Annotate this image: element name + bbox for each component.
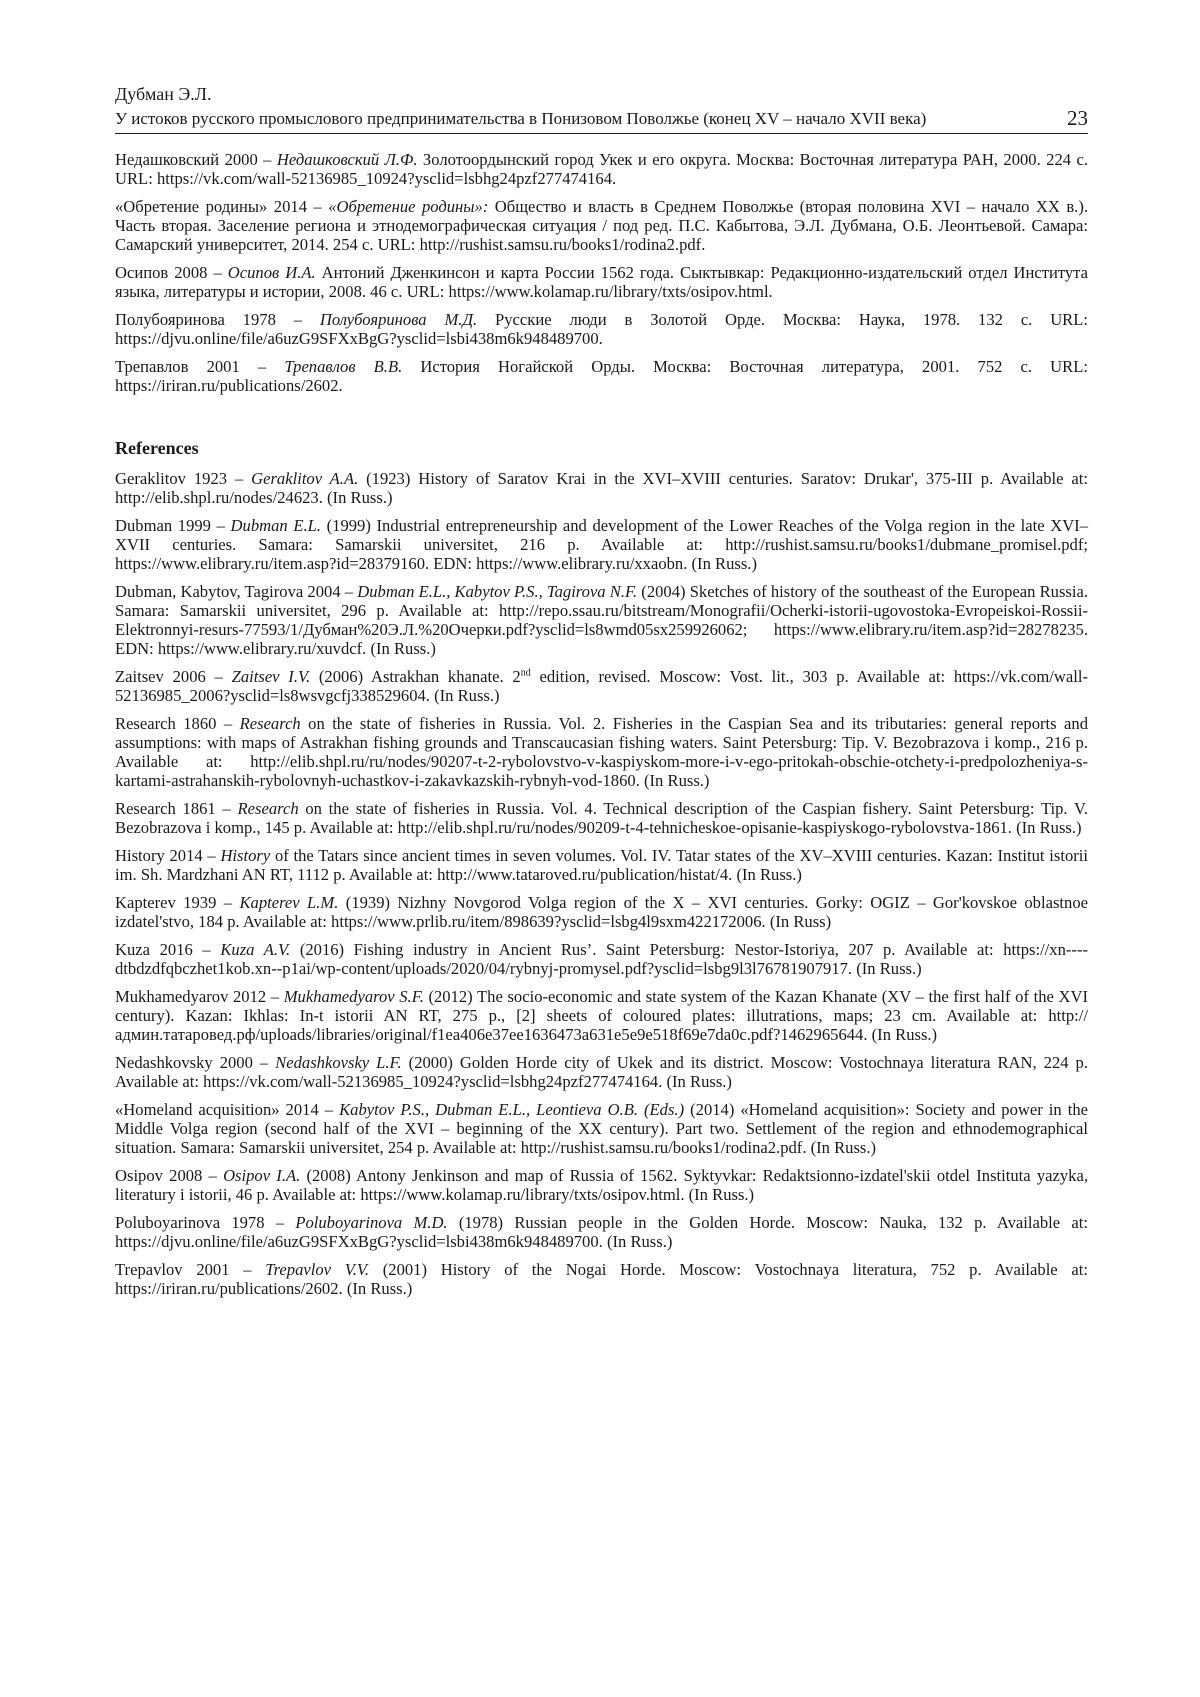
entry-author: Kabytov P.S., Dubman E.L., Leontieva O.B. (Eds.) [339, 1100, 685, 1119]
sources-list [115, 150, 1088, 395]
header-title: У истоков русского промыслового предпринимательства в Понизовом Поволжье (конец XV – начало XVII века) [115, 109, 927, 128]
entry-body: (2000) Golden Horde city of Ukek and its district. Moscow: Vostochnaya literatura RAN, 224 p. Available at: https://vk.com/wall-52136985_10924?ysclid=lsbhg24pzf277474164. (In Russ.) [115, 1053, 1088, 1091]
entry-lead: Geraklitov 1923 – [115, 469, 252, 488]
entry-body: (1978) Russian people in the Golden Horde. Moscow: Nauka, 132 p. Available at: https://djvu.online/file/a6uzG9SFXxBgG?ysclid=lsbi438m6k948489700. (In Russ.) [115, 1213, 1088, 1251]
entry-lead: Dubman, Kabytov, Tagirova 2004 – [115, 582, 358, 601]
source-entry [115, 150, 1088, 188]
entry-author: Dubman E.L., Kabytov P.S., Tagirova N.F. [357, 582, 638, 601]
reference-entry [115, 940, 1088, 978]
entry-lead: Полубояринова 1978 – [115, 310, 320, 329]
reference-entry [115, 667, 1088, 705]
reference-entry [115, 469, 1088, 507]
entry-body: (2012) The socio-economic and state system of the Kazan Khanate (XV – the first half of the XVI century). Kazan: Ikhlas: In-t istorii AN RT, 275 p., [2] sheets of coloured plates: illutrations, maps; 23 cm. Available at: http://админ.татаровед.рф/uploads/libraries/original/f1ea406e37ee1636473a631e5e9e518f69e7da0c.pdf?1462965644. (In Russ.) [115, 987, 1088, 1044]
entry-lead: Poluboyarinova 1978 – [115, 1213, 296, 1232]
reference-entry [115, 1213, 1088, 1251]
entry-author: Трепавлов В.В. [284, 357, 403, 376]
entry-body: (2008) Antony Jenkinson and map of Russia of 1562. Syktyvkar: Redaktsionno-izdatel'skii otdel Instituta yazyka, literatury i istorii, 46 p. Available at: https://www.kolamap.ru/library/txts/osipov.html. (In Russ.) [115, 1166, 1088, 1204]
entry-author: Недашковский Л.Ф. [276, 150, 418, 169]
entry-lead: Недашковский 2000 – [115, 150, 277, 169]
entry-body: of the Tatars since ancient times in seven volumes. Vol. IV. Tatar states of the XV–XVIII centuries. Kazan: Institut istorii im. Sh. Mardzhani AN RT, 1112 p. Available at: http://www.tataroved.ru/publication/histat/4. (In Russ.) [115, 846, 1088, 884]
entry-author: Research [237, 799, 299, 818]
entry-author: Osipov I.A. [223, 1166, 301, 1185]
entry-lead: Research 1860 – [115, 714, 240, 733]
entry-lead: «Обретение родины» 2014 – [115, 197, 329, 216]
entry-lead: Mukhamedyarov 2012 – [115, 987, 284, 1006]
references-heading: References [115, 438, 199, 458]
entry-lead: Research 1861 – [115, 799, 238, 818]
reference-entry [115, 846, 1088, 884]
entry-superscript: nd [520, 667, 531, 679]
source-entry [115, 310, 1088, 348]
entry-author: Poluboyarinova M.D. [295, 1213, 448, 1232]
entry-body: История Ногайской Орды. Москва: Восточная литература, 2001. 752 с. URL: https://iriran.ru/publications/2602. [115, 357, 1088, 395]
reference-entry [115, 714, 1088, 790]
entry-author: Kapterev L.M. [239, 893, 339, 912]
entry-body: on the state of fisheries in Russia. Vol. 4. Technical description of the Caspian fishery. Saint Petersburg: Tip. V. Bezobrazova i komp., 145 p. Available at: http://elib.shpl.ru/ru/nodes/90209-t-4-tehnicheskoe-opisanie-kaspiyskogo-rybolovstva-1861. (In Russ.) [115, 799, 1088, 837]
entry-author: Zaitsev I.V. [231, 667, 311, 686]
reference-entry [115, 1053, 1088, 1091]
entry-body: (2001) History of the Nogai Horde. Moscow: Vostochnaya literatura, 752 p. Available at: https://iriran.ru/publications/2602. (In Russ.) [115, 1260, 1088, 1298]
entry-lead: History 2014 – [115, 846, 221, 865]
header-title-row [115, 107, 1088, 129]
entry-body: (2014) «Homeland acquisition»: Society and power in the Middle Volga region (second half of the XVI – beginning of the XX century). Part two. Settlement of the region and ethnodemographical situation. Samara: Samarskii universitet, 254 p. Available at: http://rushist.samsu.ru/books1/rodina2.pdf. (In Russ.) [115, 1100, 1088, 1157]
source-entry [115, 263, 1088, 301]
header-author: Дубман Э.Л. [115, 84, 212, 104]
entry-body: (2016) Fishing industry in Ancient Rus’. Saint Petersburg: Nestor-Istoriya, 207 p. Available at: https://xn----dtbdzdfqbczhet1kob.xn--p1ai/wp-content/uploads/2020/04/rybnyj-promysel.pdf?ysclid=lsbg9l3l76781907917. (In Russ.) [115, 940, 1088, 978]
source-entry [115, 357, 1088, 395]
entry-author: «Обретение родины»: [328, 197, 489, 216]
entry-author: Полубояринова М.Д. [319, 310, 478, 329]
reference-entry [115, 516, 1088, 573]
entry-author: Trepavlov V.V. [265, 1260, 370, 1279]
entry-body: Общество и власть в Среднем Поволжье (вторая половина XVI – начало XX в.). Часть вторая. Заселение региона и этнодемографическая ситуация / под ред. П.С. Кабытова, Э.Л. Дубмана, О.Б. Леонтьевой. Самара: Самарский университет, 2014. 254 с. URL: http://rushist.samsu.ru/books1/rodina2.pdf. [115, 197, 1088, 254]
entry-author: Dubman E.L. [230, 516, 321, 535]
entry-author: History [220, 846, 271, 865]
entry-lead: Osipov 2008 – [115, 1166, 224, 1185]
reference-entry [115, 893, 1088, 931]
entry-lead: Kuza 2016 – [115, 940, 221, 959]
running-header [115, 84, 1088, 134]
entry-lead: Nedashkovsky 2000 – [115, 1053, 276, 1072]
entry-lead: Zaitsev 2006 – [115, 667, 232, 686]
entry-body: Русские люди в Золотой Орде. Москва: Наука, 1978. 132 с. URL: https://djvu.online/file/a6uzG9SFXxBgG?ysclid=lsbi438m6k948489700. [115, 310, 1088, 348]
entry-author: Geraklitov A.A. [251, 469, 359, 488]
source-entry [115, 197, 1088, 254]
entry-body: Золотоордынский город Укек и его округа. Москва: Восточная литература РАН, 2000. 224 с. URL: https://vk.com/wall-52136985_10924?ysclid=lsbhg24pzf277474164. [115, 150, 1088, 188]
reference-entry [115, 799, 1088, 837]
entry-body: (2006) Astrakhan khanate. 2 [310, 667, 521, 686]
entry-lead: Trepavlov 2001 – [115, 1260, 266, 1279]
page-number: 23 [1067, 106, 1088, 130]
entry-lead: «Homeland acquisition» 2014 – [115, 1100, 340, 1119]
entry-lead: Осипов 2008 – [115, 263, 228, 282]
reference-entry [115, 1100, 1088, 1157]
entry-lead: Dubman 1999 – [115, 516, 231, 535]
entry-body: Антоний Дженкинсон и карта России 1562 года. Сыктывкар: Редакционно-издательский отдел Института языка, литературы и истории, 2008. 46 с. URL: https://www.kolamap.ru/library/txts/osipov.html. [115, 263, 1089, 301]
entry-lead: Трепавлов 2001 – [115, 357, 285, 376]
bibliography [115, 150, 1088, 1307]
entry-author: Осипов И.А. [227, 263, 316, 282]
reference-entry [115, 1166, 1088, 1204]
reference-entry [115, 1260, 1088, 1298]
entry-lead: Kapterev 1939 – [115, 893, 240, 912]
entry-author: Research [239, 714, 301, 733]
entry-author: Kuza A.V. [220, 940, 291, 959]
entry-body: (1939) Nizhny Novgorod Volga region of the X – XVI centuries. Gorky: OGIZ – Gor'kovskoe oblastnoe izdatel'stvo, 184 p. Available at: https://www.prlib.ru/item/898639?ysclid=lsbg4l9sxm422172006. (In Russ) [115, 893, 1088, 931]
section-gap [115, 404, 1088, 438]
entry-body: (1923) History of Saratov Krai in the XVI–XVIII centuries. Saratov: Drukar', 375-III p. Available at: http://elib.shpl.ru/nodes/24623. (In Russ.) [115, 469, 1088, 507]
entry-body: on the state of fisheries in Russia. Vol. 2. Fisheries in the Caspian Sea and its tributaries: general reports and assumptions: with maps of Astrakhan fishing grounds and Transcaucasian fishing waters. Saint Petersburg: Tip. V. Bezobrazova i komp., 216 p. Available at: http://elib.shpl.ru/ru/nodes/90207-t-2-rybolovstvo-v-kaspiyskom-more-i-v-ego-pritokah-obschie-otchety-i-predpolozheniya-s-kartami-astrahanskih-rybolovnyh-uchastkov-i-zakavkazskih-rybnyh-vod-1860. (In Russ.) [115, 714, 1088, 790]
references-list [115, 469, 1088, 1298]
entry-author: Nedashkovsky L.F. [275, 1053, 402, 1072]
entry-body-continued: edition, revised. Moscow: Vost. lit., 303 p. Available at: https://vk.com/wall-52136985_2006?ysclid=ls8wsvgcfj338529604. (In Russ.) [115, 667, 1088, 705]
reference-entry [115, 987, 1088, 1044]
header-rule [115, 133, 1088, 134]
entry-body: (1999) Industrial entrepreneurship and development of the Lower Reaches of the Volga region in the late XVI–XVII centuries. Samara: Samarskii universitet, 216 p. Available at: http://rushist.samsu.ru/books1/dubmane_promisel.pdf; https://www.elibrary.ru/item.asp?id=28379160. EDN: https://www.elibrary.ru/xxaobn. (In Russ.) [115, 516, 1088, 573]
entry-author: Mukhamedyarov S.F. [283, 987, 424, 1006]
entry-body: (2004) Sketches of history of the southeast of the European Russia. Samara: Samarskii universitet, 296 p. Available at: http://repo.ssau.ru/bitstream/Monografii/Ocherki-istorii-ugovostoka-Evropeiskoi-Rossii-Elektronnyi-resurs-77593/1/Дубман%20Э.Л.%20Очерки.pdf?ysclid=ls8wmd05sx259926062; https://www.elibrary.ru/item.asp?id=28278235. EDN: https://www.elibrary.ru/xuvdcf. (In Russ.) [115, 582, 1088, 658]
reference-entry [115, 582, 1088, 658]
